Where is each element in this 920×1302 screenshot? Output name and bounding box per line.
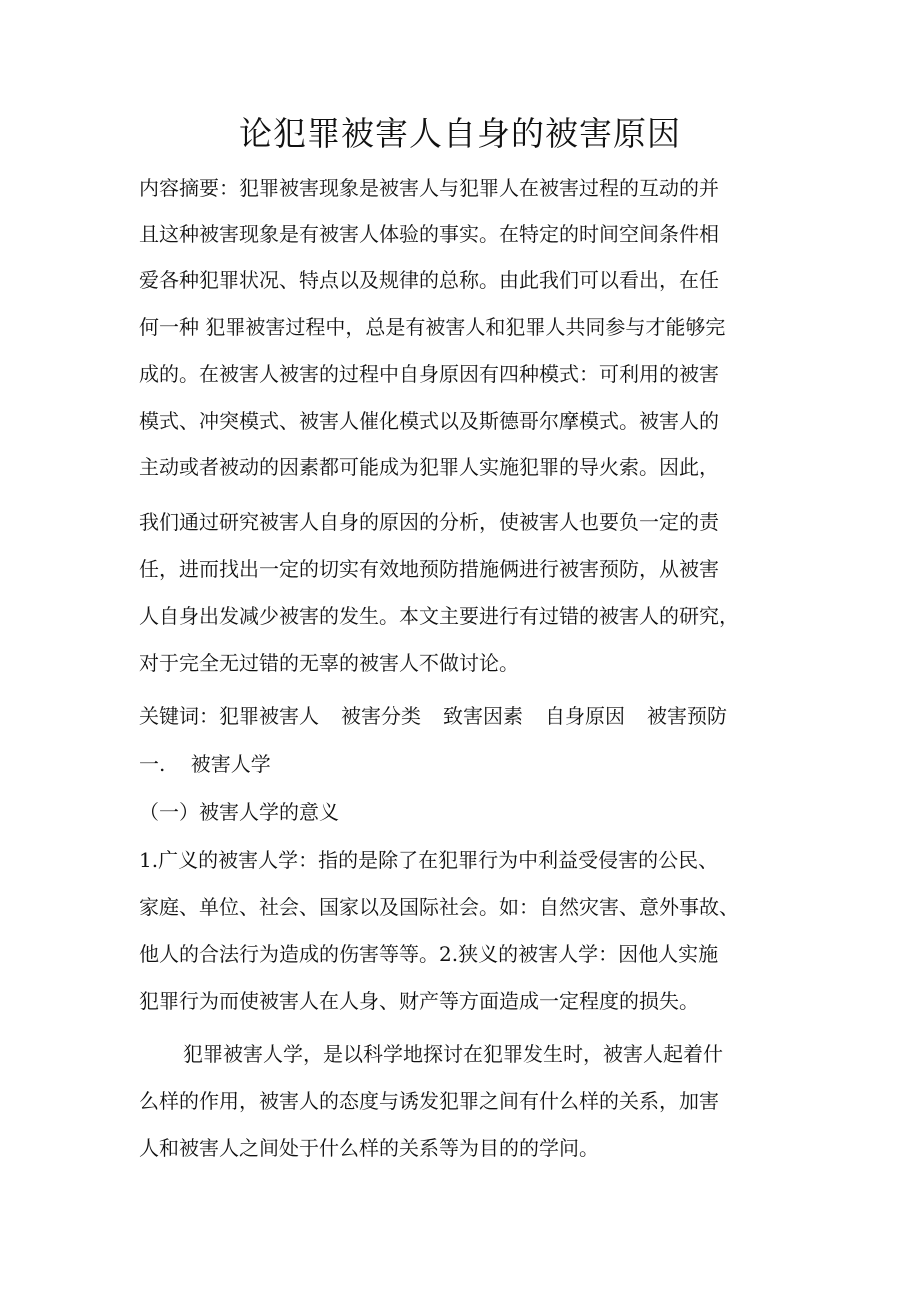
abstract-line: 爱各种犯罪状况、特点以及规律的总称。由此我们可以看出，在任 (139, 268, 719, 292)
body-line: 犯罪行为而使被害人在人身、财产等方面造成一定程度的损失。 (139, 989, 699, 1013)
body-line: 他人的合法行为造成的伤害等等。2.狭义的被害人学：因他人实施 (139, 942, 719, 966)
abstract-line: 任，进而找出一定的切实有效地预防措施俩进行被害预防，从被害 (139, 557, 719, 581)
document-title: 论犯罪被害人自身的被害原因 (239, 114, 681, 153)
keyword: 被害分类 (341, 704, 421, 728)
abstract-line: 成的。在被害人被害的过程中自身原因有四种模式：可利用的被害 (139, 362, 719, 386)
keyword: 自身原因 (545, 704, 625, 728)
abstract-line: 我们通过研究被害人自身的原因的分析，使被害人也要负一定的责 (139, 510, 719, 534)
body-line: 人和被害人之间处于什么样的关系等为目的的学问。 (139, 1136, 599, 1160)
abstract-line: 对于完全无过错的无辜的被害人不做讨论。 (139, 651, 519, 675)
abstract-line: 模式、冲突模式、被害人催化模式以及斯德哥尔摩模式。被害人的 (139, 409, 719, 433)
subsection-heading: （一）被害人学的意义 (139, 800, 339, 824)
abstract-line: 何一种 犯罪被害过程中，总是有被害人和犯罪人共同参与才能够完 (139, 315, 726, 339)
abstract-line: 主动或者被动的因素都可能成为犯罪人实施犯罪的导火索。因此， (139, 455, 719, 479)
body-line: 犯罪被害人学，是以科学地探讨在犯罪发生时，被害人起着什 (183, 1042, 723, 1066)
abstract-line: 且这种被害现象是有被害人体验的事实。在特定的时间空间条件相 (139, 222, 719, 246)
keyword: 被害预防 (647, 704, 727, 728)
body-line: 么样的作用，被害人的态度与诱发犯罪之间有什么样的关系，加害 (139, 1089, 719, 1113)
keywords-label: 关键词： (139, 704, 219, 728)
keywords-line (139, 704, 749, 728)
abstract-line: 内容摘要：犯罪被害现象是被害人与犯罪人在被害过程的互动的并 (139, 176, 719, 200)
body-line: 1.广义的被害人学：指的是除了在犯罪行为中利益受侵害的公民、 (139, 848, 719, 872)
section-heading: 一. 被害人学 (139, 752, 271, 776)
keyword: 犯罪被害人 (219, 704, 319, 728)
abstract-line: 人自身出发减少被害的发生。本文主要进行有过错的被害人的研究， (139, 604, 739, 628)
keyword: 致害因素 (443, 704, 523, 728)
body-line: 家庭、单位、社会、国家以及国际社会。如：自然灾害、意外事故、 (139, 895, 739, 919)
